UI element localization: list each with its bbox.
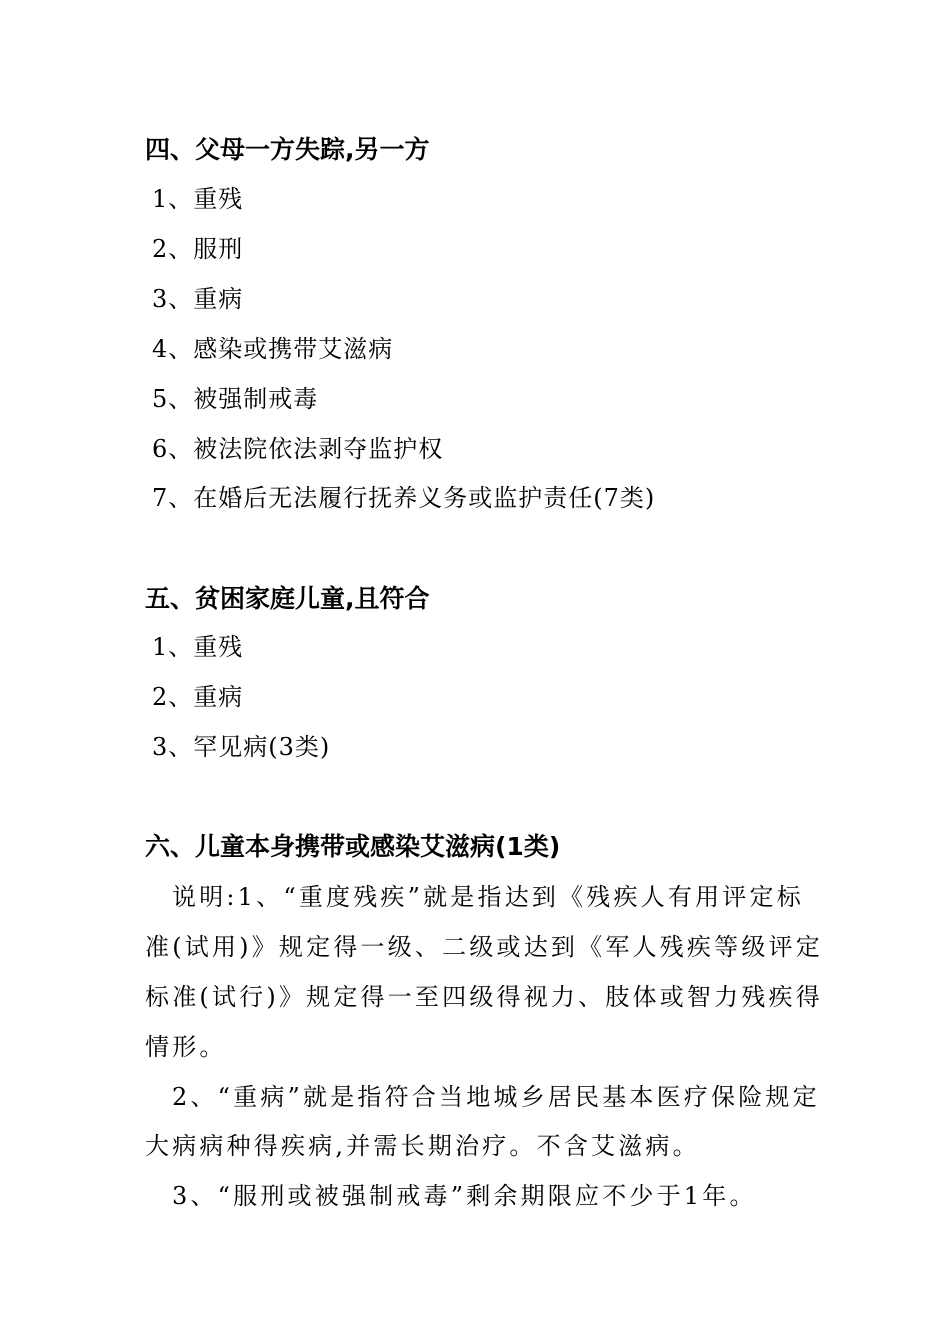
list-item: 7、在婚后无法履行抚养义务或监护责任(7类): [152, 484, 656, 512]
note-paragraph-3-line-1: 3、“服刑或被强制戒毒”剩余期限应不少于1年。: [172, 1182, 757, 1210]
section-heading-5: 五、贫困家庭儿童,且符合: [145, 584, 430, 613]
list-item: 1、重残: [152, 185, 244, 213]
list-item: 5、被强制戒毒: [152, 385, 319, 413]
note-paragraph-2-line-2: 大病病种得疾病,并需长期治疗。不含艾滋病。: [145, 1132, 700, 1160]
note-paragraph-2-line-1: 2、“重病”就是指符合当地城乡居民基本医疗保险规定: [172, 1083, 820, 1111]
list-item: 3、罕见病(3类): [152, 733, 331, 761]
list-item: 1、重残: [152, 633, 244, 661]
list-item: 6、被法院依法剥夺监护权: [152, 435, 444, 463]
list-item: 4、感染或携带艾滋病: [152, 335, 394, 363]
list-item: 2、服刑: [152, 235, 244, 263]
list-item: 2、重病: [152, 683, 244, 711]
section-heading-6: 六、儿童本身携带或感染艾滋病(1类): [145, 832, 561, 861]
note-paragraph-1-line-1: 说明:1、“重度残疾”就是指达到《残疾人有用评定标: [172, 883, 804, 911]
note-paragraph-1-line-4: 情形。: [145, 1033, 227, 1061]
section-heading-4: 四、父母一方失踪,另一方: [145, 135, 430, 164]
note-paragraph-1-line-3: 标准(试行)》规定得一至四级得视力、肢体或智力残疾得: [145, 983, 823, 1011]
list-item: 3、重病: [152, 285, 244, 313]
note-paragraph-1-line-2: 准(试用)》规定得一级、二级或达到《军人残疾等级评定: [145, 933, 823, 961]
